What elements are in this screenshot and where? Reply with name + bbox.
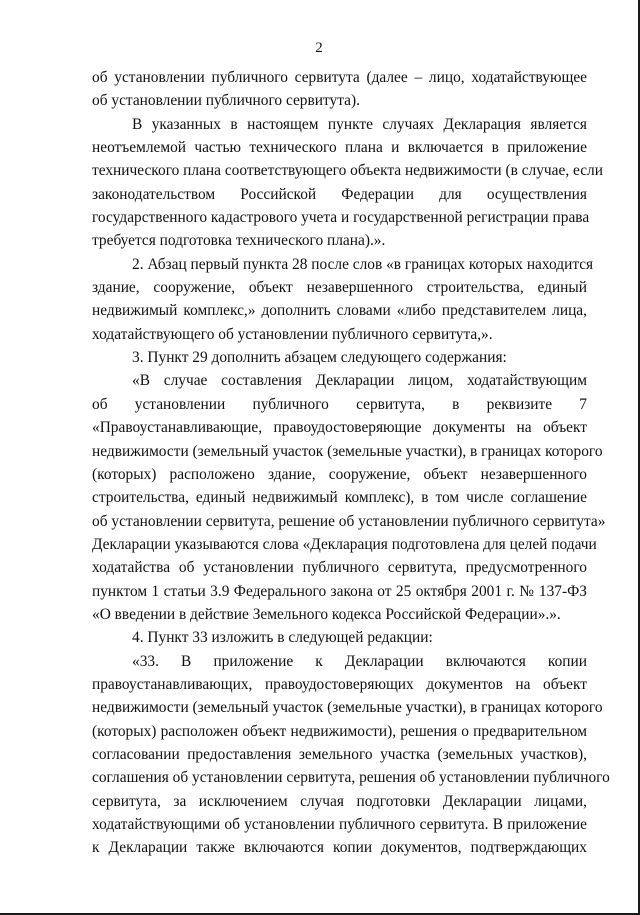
text-line: недвижимости (земельный участок (земельные участки), в границах которого (92, 442, 603, 460)
text-line: ходатайства об установлении публичного сервитута, предусмотренного (92, 559, 587, 577)
text-line: ходатайствующего об установлении публичного сервитута,». (92, 325, 493, 343)
text-line: Декларации указываются слова «Декларация подготовлена для целей подачи (92, 535, 597, 553)
text-line: соглашения об установлении сервитута, решения об установлении публичного (92, 769, 610, 787)
text-line: пунктом 1 статьи 3.9 Федерального закона от 25 октября 2001 г. № 137-ФЗ (92, 582, 587, 600)
text-line: об установлении сервитута, решение об установлении публичного сервитута» (92, 512, 606, 530)
text-line: 2. Абзац первый пункта 28 после слов «в границах которых находится (132, 255, 594, 273)
document-body (92, 66, 610, 860)
text-line: строительства, единый недвижимый комплекс), в том числе соглашение (92, 489, 587, 507)
text-line: требуется подготовка технического плана).». (92, 232, 386, 250)
text-line: 3. Пункт 29 дополнить абзацем следующего содержания: (132, 349, 507, 367)
text-line: (которых) расположен объект недвижимости), решения о предварительном (92, 722, 587, 740)
text-line: здание, сооружение, объект незавершенного строительства, единый (92, 279, 587, 297)
text-line: «33. В приложение к Декларации включаются копии (132, 652, 587, 670)
text-line: «В случае составления Декларации лицом, ходатайствующим (132, 372, 587, 390)
text-line: сервитута, за исключением случая подготовки Декларации лицами, (92, 792, 587, 810)
text-line: «Правоустанавливающие, правоудостоверяющие документы на объект (92, 419, 587, 437)
text-line: технического плана соответствующего объекта недвижимости (в случае, если (92, 162, 603, 180)
text-line: недвижимый комплекс,» дополнить словами «либо представителем лица, (92, 302, 587, 320)
text-line: законодательством Российской Федерации для осуществления (92, 185, 587, 203)
text-line: ходатайствующими об установлении публичного сервитута. В приложение (92, 816, 587, 833)
text-line: (которых) расположено здание, сооружение, объект незавершенного (92, 465, 587, 483)
text-line: недвижимости (земельный участок (земельные участки), в границах которого (92, 699, 603, 717)
text-line: «О введении в действие Земельного кодекса Российской Федерации».». (92, 605, 561, 623)
text-line: об установлении публичного сервитута). (92, 92, 360, 110)
text-line: неотъемлемой частью технического плана и включается в приложение (92, 139, 587, 157)
text-line: государственного кадастрового учета и государственной регистрации права (92, 209, 590, 227)
text-line: об установлении публичного сервитута, в реквизите 7 (92, 395, 587, 413)
text-line: об установлении публичного сервитута (далее – лицо, ходатайствующее (92, 69, 587, 86)
text-line: согласовании предоставления земельного участка (земельных участков), (92, 745, 587, 763)
text-line: В указанных в настоящем пункте случаях Декларация является (132, 115, 587, 133)
text-line: правоустанавливающих, правоудостоверяющих документов на объект (92, 675, 587, 693)
page-number: 2 (315, 40, 323, 56)
text-line: к Декларации также включаются копии документов, подтверждающих (92, 839, 587, 857)
text-line: 4. Пункт 33 изложить в следующей редакции: (132, 629, 433, 647)
